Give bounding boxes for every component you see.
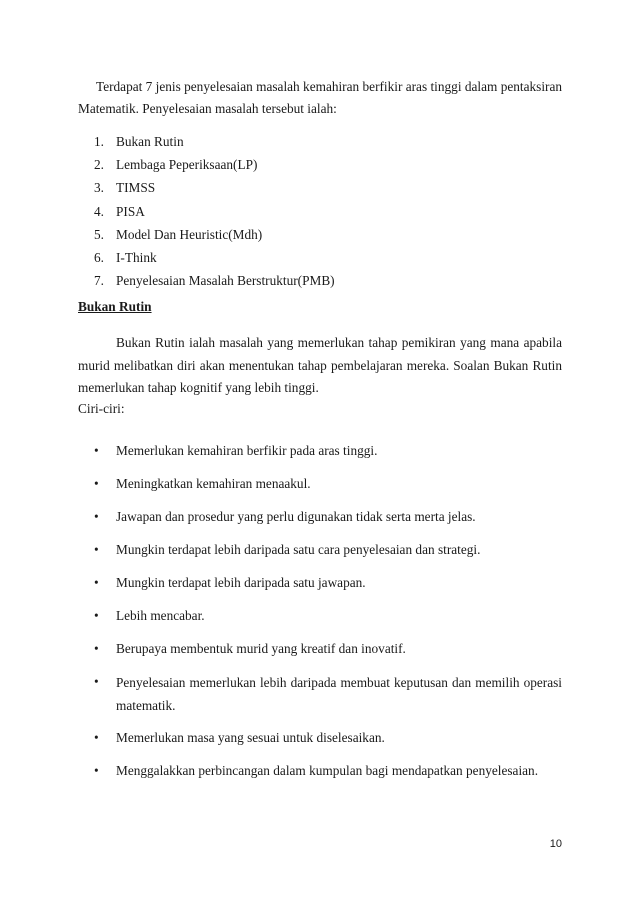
bullet-icon: •	[94, 575, 99, 590]
section-heading: Bukan Rutin	[78, 299, 152, 314]
list-label: Bukan Rutin	[116, 134, 184, 149]
list-number: 5.	[94, 226, 104, 242]
solution-types-list	[94, 130, 335, 292]
bullet-icon: •	[94, 476, 99, 491]
list-number: 4.	[94, 203, 104, 219]
list-label: Penyelesaian Masalah Berstruktur(PMB)	[116, 273, 335, 289]
list-item	[94, 176, 335, 199]
bullet-icon: •	[94, 509, 99, 524]
list-number: 7.	[94, 273, 104, 289]
list-label: I-Think	[116, 249, 157, 265]
intro-paragraph: Terdapat 7 jenis penyelesaian masalah kemahiran berfikir aras tinggi dalam pentaksiran Matematik. Penyelesaian masalah tersebut ialah:	[78, 79, 562, 116]
bullet-text: Penyelesaian memerlukan lebih daripada membuat keputusan dan memilih operasi matematik.	[116, 675, 562, 713]
bullet-icon: •	[94, 730, 99, 745]
list-item	[94, 130, 335, 153]
list-item	[94, 269, 335, 292]
bullet-text: Meningkatkan kemahiran menaakul.	[116, 476, 311, 491]
list-label: Model Dan Heuristic(Mdh)	[116, 226, 263, 242]
bullet-icon: •	[94, 608, 99, 623]
bullet-text: Mungkin terdapat lebih daripada satu cara penyelesaian dan strategi.	[116, 542, 481, 557]
section-paragraph: Bukan Rutin ialah masalah yang memerlukan tahap pemikiran yang mana apabila murid melibatkan diri akan menentukan tahap pembelajaran mereka. Soalan Bukan Rutin memerlukan tahap kognitif yang lebih tinggi.	[78, 335, 562, 395]
list-number: 6.	[94, 249, 104, 265]
bullet-icon: •	[94, 542, 99, 557]
bullet-icon: •	[94, 674, 99, 689]
list-item	[94, 246, 335, 269]
bullet-text: Berupaya membentuk murid yang kreatif dan inovatif.	[116, 641, 406, 656]
bullet-text: Menggalakkan perbincangan dalam kumpulan bagi mendapatkan penyelesaian.	[116, 763, 539, 778]
page-number: 10	[549, 838, 562, 850]
bullet-icon: •	[94, 641, 99, 656]
bullet-text: Memerlukan masa yang sesuai untuk diselesaikan.	[116, 730, 385, 745]
ciri-label: Ciri-ciri:	[78, 401, 125, 416]
list-number: 1.	[94, 134, 104, 149]
list-label: PISA	[116, 203, 145, 219]
list-number: 2.	[94, 157, 104, 173]
bullet-text: Mungkin terdapat lebih daripada satu jawapan.	[116, 575, 366, 590]
bullet-text: Lebih mencabar.	[116, 608, 205, 623]
list-item	[94, 153, 335, 176]
bullet-text: Memerlukan kemahiran berfikir pada aras tinggi.	[116, 443, 378, 458]
list-label: TIMSS	[116, 180, 156, 196]
list-item	[94, 200, 335, 223]
bullet-icon: •	[94, 443, 99, 458]
list-number: 3.	[94, 180, 104, 196]
list-label: Lembaga Peperiksaan(LP)	[116, 157, 258, 173]
bullet-icon: •	[94, 763, 99, 778]
list-item	[94, 223, 335, 246]
bullet-text: Jawapan dan prosedur yang perlu digunakan tidak serta merta jelas.	[116, 509, 476, 524]
